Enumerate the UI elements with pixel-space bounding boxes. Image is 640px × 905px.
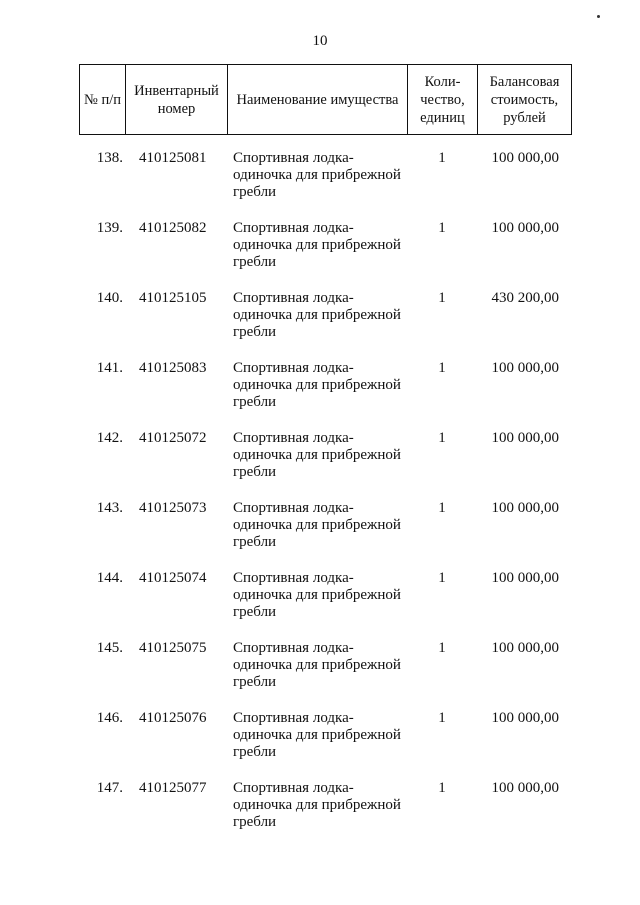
row-number: 144. xyxy=(96,570,123,586)
inventory-number: 410125075 xyxy=(139,640,207,656)
table-header xyxy=(79,64,572,135)
table-row xyxy=(79,220,571,290)
inventory-number: 410125072 xyxy=(139,430,207,446)
row-number: 142. xyxy=(96,430,123,446)
inventory-number: 410125083 xyxy=(139,360,207,376)
header-value: Балансовая стоимость, рублей xyxy=(478,65,572,135)
table-row xyxy=(79,360,571,430)
balance-value: 100 000,00 xyxy=(491,430,559,446)
balance-value: 100 000,00 xyxy=(491,150,559,166)
property-name: Спортивная лодка-одиночка для прибрежной гребли xyxy=(233,780,401,830)
row-number: 146. xyxy=(96,710,123,726)
inventory-number: 410125073 xyxy=(139,500,207,516)
header-num: № п/п xyxy=(80,65,126,135)
property-name: Спортивная лодка-одиночка для прибрежной гребли xyxy=(233,150,401,200)
quantity: 1 xyxy=(438,710,446,726)
balance-value: 430 200,00 xyxy=(491,290,559,306)
table-row xyxy=(79,780,571,850)
page-number: 10 xyxy=(312,33,328,49)
property-name: Спортивная лодка-одиночка для прибрежной гребли xyxy=(233,500,401,550)
quantity: 1 xyxy=(438,150,446,166)
property-name: Спортивная лодка-одиночка для прибрежной гребли xyxy=(233,570,401,620)
quantity: 1 xyxy=(438,570,446,586)
property-name: Спортивная лодка-одиночка для прибрежной гребли xyxy=(233,360,401,410)
balance-value: 100 000,00 xyxy=(491,360,559,376)
header-name: Наименование имущества xyxy=(228,65,408,135)
header-inventory: Инвентарный номер xyxy=(126,65,228,135)
quantity: 1 xyxy=(438,780,446,796)
table-row xyxy=(79,150,571,220)
row-number: 145. xyxy=(96,640,123,656)
inventory-number: 410125081 xyxy=(139,150,207,166)
row-number: 147. xyxy=(96,780,123,796)
row-number: 140. xyxy=(96,290,123,306)
property-name: Спортивная лодка-одиночка для прибрежной гребли xyxy=(233,430,401,480)
scan-speck xyxy=(597,15,600,18)
quantity: 1 xyxy=(438,290,446,306)
table-row xyxy=(79,500,571,570)
quantity: 1 xyxy=(438,430,446,446)
row-number: 138. xyxy=(96,150,123,166)
table-row xyxy=(79,640,571,710)
row-number: 141. xyxy=(96,360,123,376)
balance-value: 100 000,00 xyxy=(491,570,559,586)
table-body xyxy=(79,150,571,850)
property-name: Спортивная лодка-одиночка для прибрежной гребли xyxy=(233,220,401,270)
table-row xyxy=(79,430,571,500)
balance-value: 100 000,00 xyxy=(491,710,559,726)
quantity: 1 xyxy=(438,500,446,516)
table-row xyxy=(79,290,571,360)
inventory-number: 410125074 xyxy=(139,570,207,586)
inventory-number: 410125082 xyxy=(139,220,207,236)
table-row xyxy=(79,710,571,780)
balance-value: 100 000,00 xyxy=(491,640,559,656)
property-name: Спортивная лодка-одиночка для прибрежной гребли xyxy=(233,640,401,690)
inventory-number: 410125077 xyxy=(139,780,207,796)
row-number: 143. xyxy=(96,500,123,516)
property-name: Спортивная лодка-одиночка для прибрежной гребли xyxy=(233,710,401,760)
row-number: 139. xyxy=(96,220,123,236)
balance-value: 100 000,00 xyxy=(491,220,559,236)
quantity: 1 xyxy=(438,360,446,376)
balance-value: 100 000,00 xyxy=(491,780,559,796)
property-name: Спортивная лодка-одиночка для прибрежной гребли xyxy=(233,290,401,340)
inventory-number: 410125105 xyxy=(139,290,207,306)
header-qty: Коли-чество, единиц xyxy=(408,65,478,135)
inventory-number: 410125076 xyxy=(139,710,207,726)
balance-value: 100 000,00 xyxy=(491,500,559,516)
quantity: 1 xyxy=(438,220,446,236)
quantity: 1 xyxy=(438,640,446,656)
table-row xyxy=(79,570,571,640)
